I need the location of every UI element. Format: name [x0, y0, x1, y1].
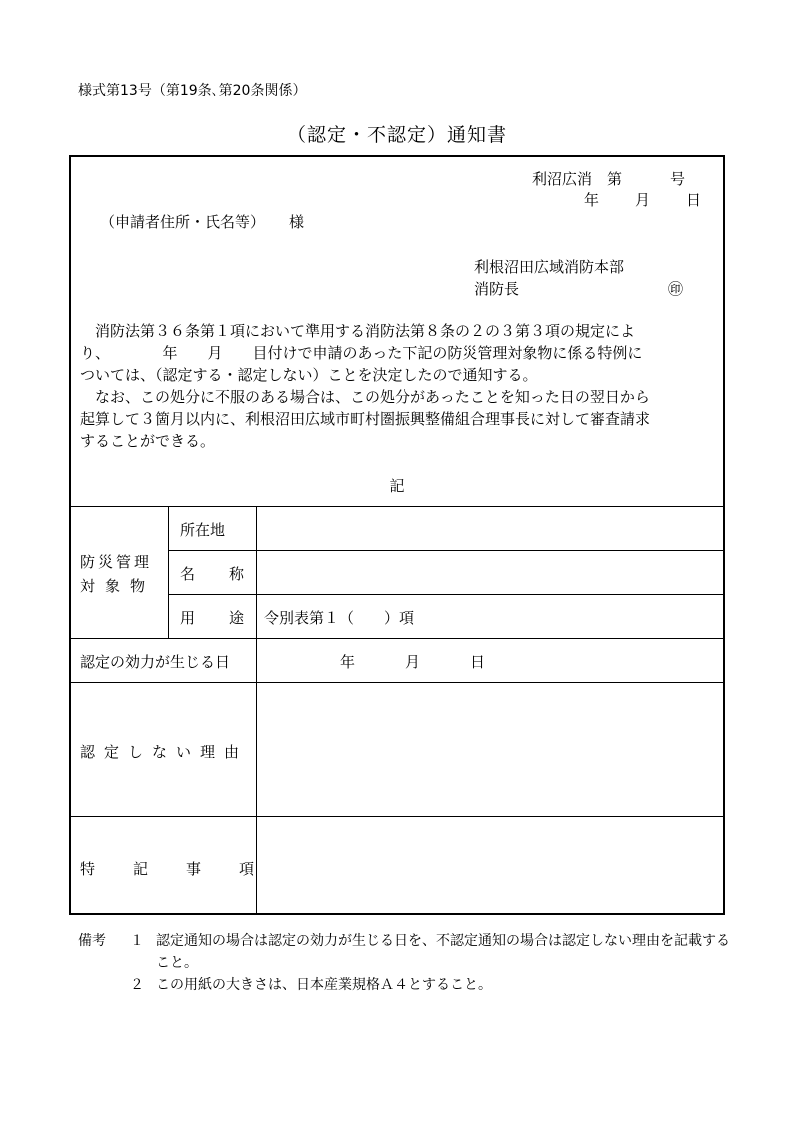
effective-date-label: 認定の効力が生じる日 — [80, 653, 231, 671]
issuer-title: 消防長 — [474, 280, 520, 298]
paragraph2-line1: なお、この処分に不服のある場合は、この処分があったことを知った日の翌日から — [80, 388, 650, 406]
remark-item-2-number: ２ — [130, 977, 144, 993]
effective-month: 月 — [405, 653, 421, 671]
rule-group-divider — [168, 507, 169, 639]
issue-date — [584, 189, 701, 210]
effective-date-value — [340, 651, 485, 672]
paragraph2-line3: することができる。 — [80, 432, 216, 450]
paragraph1-line3: ついては、（認定する・認定しない）ことを決定したので通知する。 — [80, 366, 538, 384]
rule-name — [168, 594, 724, 595]
remarks — [78, 930, 738, 996]
name-label: 名称 — [180, 565, 279, 583]
paragraph1-line2: り、 年 月 目付けで申請のあった下記の防災管理対象物に係る特例に — [80, 344, 643, 362]
issue-date-month: 月 — [635, 191, 651, 209]
addressee — [100, 211, 304, 232]
location-label: 所在地 — [180, 521, 226, 539]
addressee-label: （申請者住所・氏名等） — [100, 213, 266, 231]
remark-item-1-text: 認定通知の場合は認定の効力が生じる日を、不認定通知の場合は認定しない理由を記載すること。 — [156, 933, 730, 971]
remark-item-1 — [78, 930, 738, 974]
issue-number — [532, 168, 685, 189]
reason-label: 認定しない理由 — [80, 743, 249, 761]
honorific: 様 — [289, 213, 305, 231]
issue-number-suffix: 号 — [670, 170, 686, 188]
effective-day: 日 — [470, 653, 486, 671]
remarks-heading: 備考 — [78, 933, 106, 949]
document-title: （認定・不認定）通知書 — [286, 124, 507, 146]
remark-item-1-number: １ — [130, 933, 144, 949]
issue-date-day: 日 — [686, 191, 702, 209]
rule-location — [168, 550, 724, 551]
effective-year: 年 — [340, 653, 356, 671]
group-label-line2: 対象物 — [80, 577, 156, 595]
remark-item-2-text: この用紙の大きさは、日本産業規格Ａ４とすること。 — [156, 977, 492, 993]
notice-body — [80, 320, 724, 452]
rule-effective — [70, 682, 724, 683]
special-label: 特記事項 — [80, 860, 293, 878]
ki-heading: 記 — [389, 477, 405, 495]
issuer-org: 利根沼田広域消防本部 — [474, 258, 625, 276]
issue-number-prefix: 利沼広消 第 — [532, 170, 623, 188]
use-value: 令別表第１（ ）項 — [264, 609, 415, 627]
remark-item-2 — [78, 974, 738, 996]
use-label: 用途 — [180, 609, 279, 627]
form-number: 様式第13号（第19条､第20条関係） — [78, 83, 307, 99]
group-label-line1: 防災管理 — [80, 553, 153, 571]
paragraph1-line1: 消防法第３６条第１項において準用する消防法第８条の２の３第３項の規定によ — [80, 322, 636, 340]
rule-reason — [70, 816, 724, 817]
issue-date-year: 年 — [584, 191, 600, 209]
paragraph2-line2: 起算して３箇月以内に、利根沼田広域市町村圏振興整備組合理事長に対して審査請求 — [80, 410, 651, 428]
seal-mark: ㊞ — [668, 280, 684, 298]
